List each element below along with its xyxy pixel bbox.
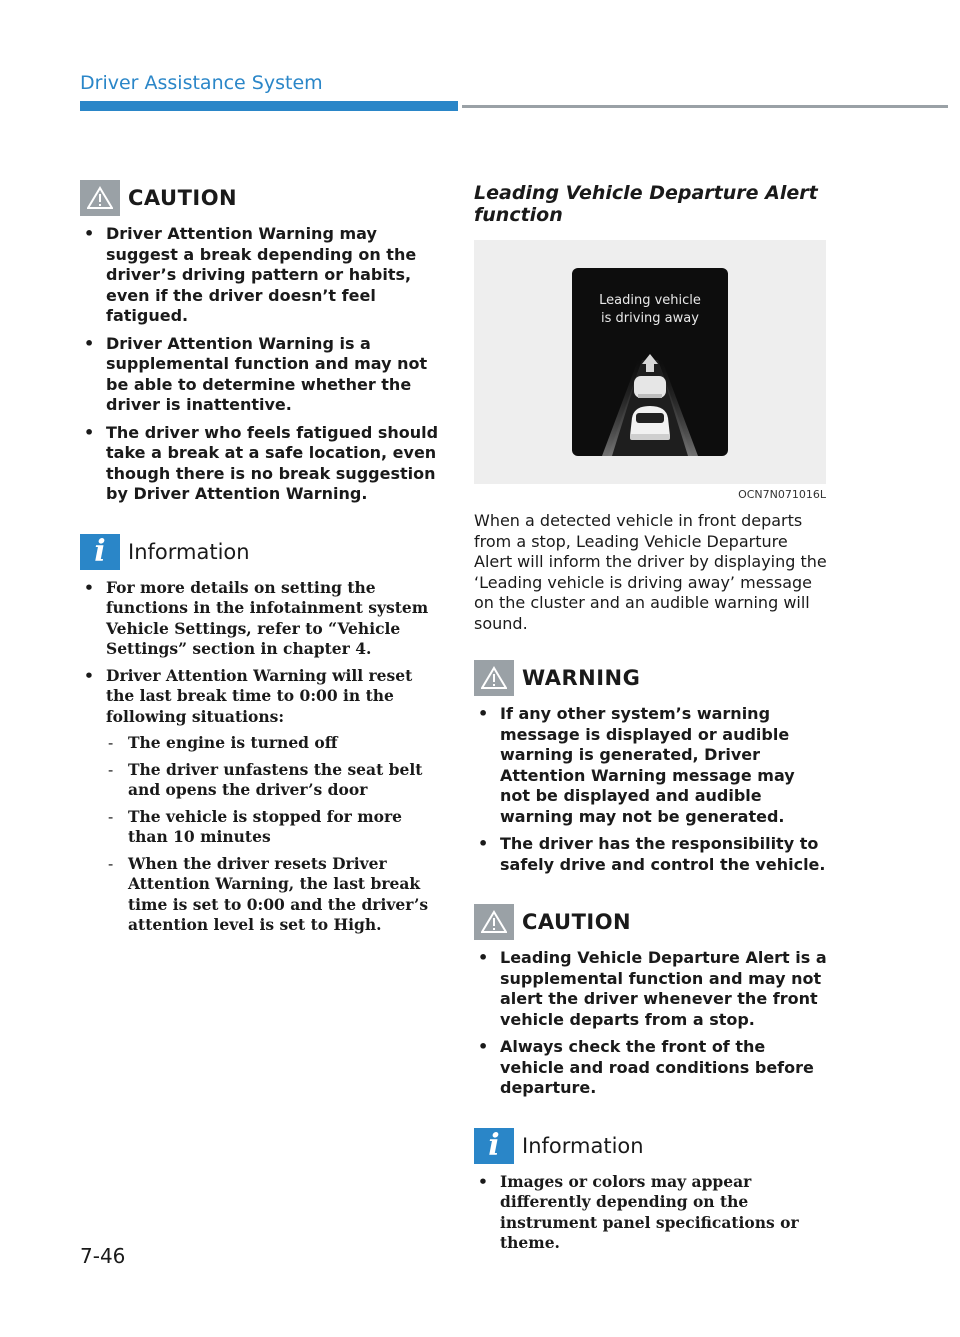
warning-title: WARNING — [522, 666, 641, 690]
warning-header — [474, 660, 830, 696]
sub-list-item: - When the driver resets Driver Attention Warning, the last break time is set to 0:00 and the driver’s attention level is set to High. — [106, 854, 440, 936]
list-item-text: Driver Attention Warning will reset the last break time to 0:00 in the following situations: — [106, 665, 413, 726]
list-item: • Leading Vehicle Departure Alert is a supplemental function and may not alert the driver whenever the front vehicle departs from a stop. — [474, 948, 830, 1030]
page-number: 7-46 — [80, 1244, 126, 1268]
sub-list-item: - The driver unfastens the seat belt and opens the driver’s door — [106, 760, 440, 801]
chapter-title: Driver Assistance System — [80, 72, 323, 94]
left-column — [80, 180, 440, 942]
caution-header — [474, 904, 830, 940]
section-title: Leading Vehicle Departure Alert function — [474, 182, 818, 226]
header-rule-accent — [80, 101, 458, 111]
figure-caption: OCN7N071016L — [738, 488, 826, 501]
caution-list — [474, 948, 830, 1099]
list-item: • The driver who feels fatigued should take a break at a safe location, even though there is no break suggestion by Driver Attention Warning. — [80, 423, 440, 505]
list-item: • Driver Attention Warning is a supplemental function and may not be able to determine whether the driver is inattentive. — [80, 334, 440, 416]
information-header — [474, 1128, 830, 1164]
caution-list — [80, 224, 440, 505]
list-item: • The driver has the responsibility to safely drive and control the vehicle. — [474, 834, 830, 875]
right-column — [474, 182, 830, 1260]
information-list — [80, 578, 440, 936]
information-title: Information — [522, 1133, 644, 1158]
information-title: Information — [128, 539, 250, 564]
info-icon: i — [474, 1128, 514, 1164]
list-item: • Always check the front of the vehicle and road conditions before departure. — [474, 1037, 830, 1099]
warning-triangle-icon — [474, 904, 514, 940]
caution-header — [80, 180, 440, 216]
list-item — [80, 666, 440, 936]
info-icon: i — [80, 534, 120, 570]
list-item: • Images or colors may appear differently depending on the instrument panel specifications or theme. — [474, 1172, 830, 1254]
caution-title: CAUTION — [522, 910, 632, 934]
information-header — [80, 534, 440, 570]
list-item: • Driver Attention Warning may suggest a break depending on the driver’s driving pattern or habits, even if the driver doesn’t feel fatigued. — [80, 224, 440, 327]
sub-list-item: - The engine is turned off — [106, 733, 440, 754]
cluster-message-line: is driving away — [601, 311, 699, 326]
information-list — [474, 1172, 830, 1254]
cluster-display — [572, 268, 728, 456]
list-item: • If any other system’s warning message is displayed or audible warning is generated, Driver Attention Warning message may not be displayed and audible warning may not be generated. — [474, 704, 830, 827]
warning-triangle-icon — [474, 660, 514, 696]
cluster-message — [572, 292, 728, 328]
warning-triangle-icon — [80, 180, 120, 216]
body-paragraph: When a detected vehicle in front departs from a stop, Leading Vehicle Departure Alert will inform the driver by displaying the ‘Leading vehicle is driving away’ message on the cluster and an audible warning will sound. — [474, 511, 827, 633]
header-rule — [462, 105, 948, 108]
cluster-message-line: Leading vehicle — [599, 293, 701, 308]
sub-list-item: - The vehicle is stopped for more than 10 minutes — [106, 807, 440, 848]
cluster-figure — [474, 240, 826, 484]
caution-title: CAUTION — [128, 186, 238, 210]
reset-conditions-list — [106, 733, 440, 936]
list-item: • For more details on setting the functions in the infotainment system Vehicle Settings, refer to “Vehicle Settings” section in chapter 4. — [80, 578, 440, 660]
warning-list — [474, 704, 830, 875]
